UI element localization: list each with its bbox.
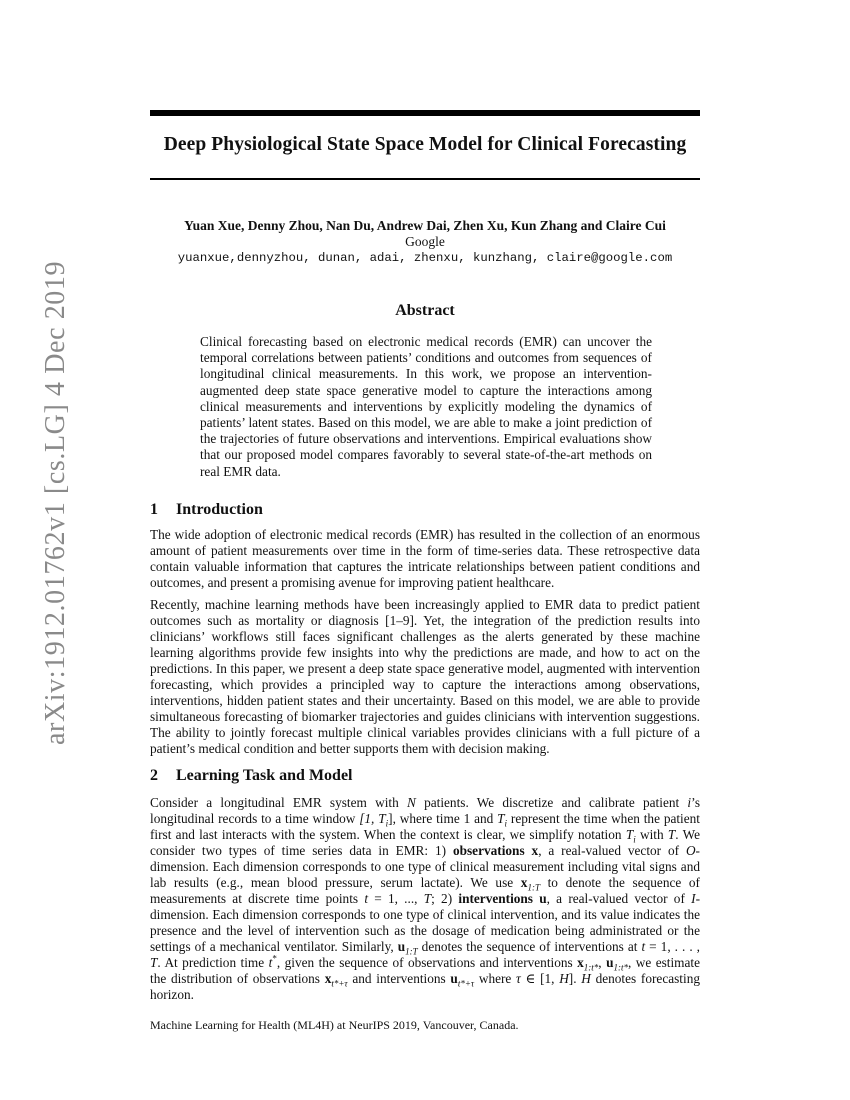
abstract-text: Clinical forecasting based on electronic medical records (EMR) can uncover the temporal correlations between patients’ conditions and outcomes from sequences of longitudinal clinical measurements. In this work, we propose an intervention-augmented deep state space generative model to capture the interactions among clinical measurements and interventions by explicitly modeling the dynamics of patients’ latent states. Based on this model, we are able to make a joint prediction of the trajectories of future observations and interventions. Empirical evaluations show that our proposed model compares favorably to several state-of-the-art methods on real EMR data. — [200, 334, 652, 479]
paper-title: Deep Physiological State Space Model for Clinical Forecasting — [163, 134, 687, 155]
title-top-rule — [150, 110, 700, 116]
author-emails: yuanxue,dennyzhou, dunan, adai, zhenxu, kunzhang, claire@google.com — [177, 251, 673, 265]
section-number: 2 — [150, 767, 158, 784]
title-bottom-rule — [150, 178, 700, 180]
venue-footnote: Machine Learning for Health (ML4H) at NeurIPS 2019, Vancouver, Canada. — [150, 1018, 519, 1032]
author-names: Yuan Xue, Denny Zhou, Nan Du, Andrew Dai, Zhen Xu, Kun Zhang and Claire Cui — [184, 218, 666, 233]
abstract-heading: Abstract — [395, 302, 455, 319]
affiliation: Google — [405, 234, 445, 249]
section-title: Introduction — [176, 501, 263, 518]
section-heading-introduction — [150, 501, 700, 519]
author-block — [150, 218, 700, 267]
arxiv-identifier-watermark: arXiv:1912.01762v1 [cs.LG] 4 Dec 2019 — [40, 260, 71, 745]
section-heading-learning-task — [150, 767, 700, 785]
section-title: Learning Task and Model — [176, 767, 353, 784]
section-number: 1 — [150, 501, 158, 518]
intro-paragraph-1: The wide adoption of electronic medical records (EMR) has resulted in the collection of an enormous amount of patient measurements over time in the form of time-series data. These retrospective data contain valuable information that captures the intricate relationships between patient conditions and outcomes, and present a promising avenue for improving patient healthcare. — [150, 527, 700, 590]
learning-task-paragraph: Consider a longitudinal EMR system with N patients. We discretize and calibrate patient i’s longitudinal records to a time window [1, $T_i$], where time 1 and $T_i$ represent the time when the patient first and last interacts with the system. When the context is clear, we simplify notation $T_i$ with T. We consider two types of time series data in EMR: 1) observations x, a real-valued vector of O-dimension. Each dimension corresponds to one type of clinical measurement including vital signs and lab results (e.g., mean blood pressure, serum lactate). We use $x_{1:T}$ to denote the sequence of measurements at discrete time points t = 1, ..., T; 2) interventions u, a real-valued vector of I-dimension. Each dimension corresponds to one type of clinical intervention, and its value indicates the presence and the level of intervention such as the dosage of medication being administrated or the settings of a mechanical ventilator. Similarly, $u_{1:T}$ denotes the sequence of interventions at t = 1, . . . , T. At prediction time t*, given the sequence of observations and interventions $x_{1:t*}$, $u_{1:t*}$, we estimate the distribution of observations $x_{t*+\tau}$ and interventions $u_{t*+\tau}$ where τ ∈ [1, H]. H denotes forecasting horizon. — [150, 795, 701, 1002]
intro-paragraph-2: Recently, machine learning methods have been increasingly applied to EMR data to predict patient outcomes such as mortality or diagnosis [1–9]. Yet, the integration of the prediction results into clinicians’ workflows still faces significant challenges as the alerts generated by these machine learning algorithms provide few insights into why the predictions are made, and how to act on the predictions. In this paper, we present a deep state space generative model, augmented with intervention forecasting, which provides a principled way to capture the interactions among observations, interventions, hidden patient states and their uncertainty. Based on this model, we are able to provide simultaneous forecasting of biomarker trajectories and guides clinicians with intervention suggestions. The ability to jointly forecast multiple clinical variables provides clinicians with a full picture of a patient’s medical condition and better supports them with decision making. — [150, 597, 700, 756]
